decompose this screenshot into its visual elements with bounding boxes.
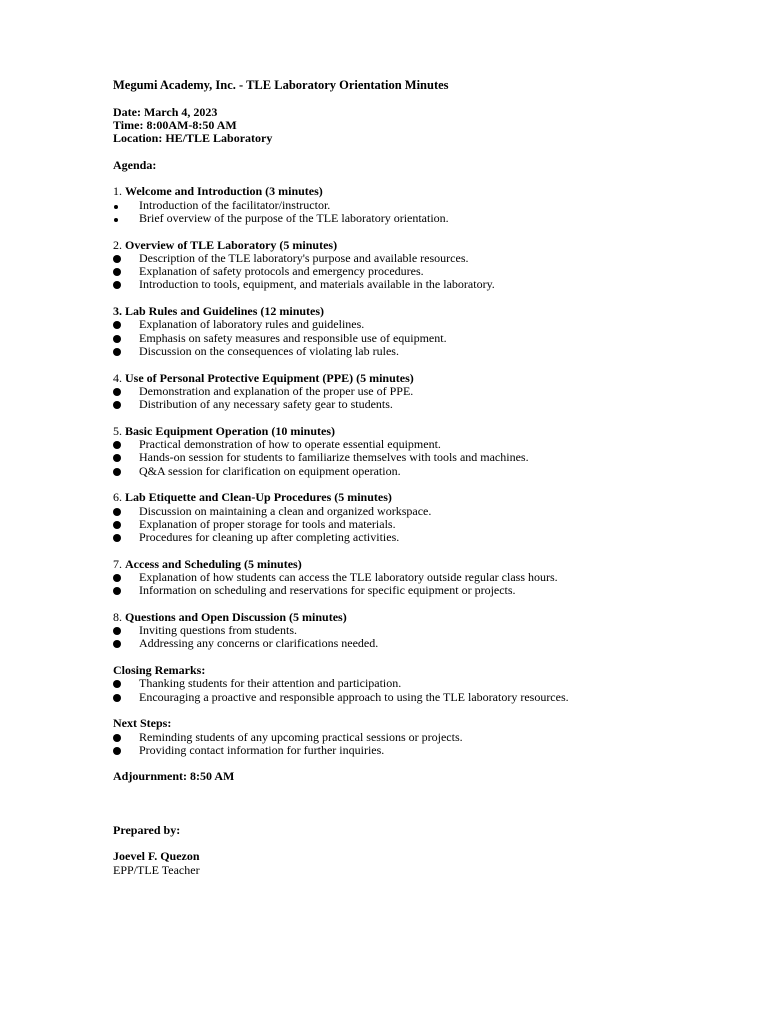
list-item	[113, 318, 733, 331]
adjournment: Adjournment: 8:50 AM	[113, 769, 235, 784]
prepared-by-label: Prepared by:	[113, 822, 181, 837]
spacer	[113, 92, 733, 105]
minutes-document	[113, 79, 733, 877]
list-item	[113, 465, 733, 478]
bullet-icon	[113, 587, 121, 595]
agenda-section-heading	[113, 558, 733, 571]
agenda-section-heading	[113, 185, 733, 198]
list-item	[113, 637, 733, 650]
list-item-text: Addressing any concerns or clarifications needed.	[139, 636, 379, 651]
closing-remarks	[113, 664, 733, 717]
agenda-section	[113, 491, 733, 557]
section-title: Lab Rules and Guidelines (12 minutes)	[125, 304, 325, 319]
bullet-icon	[113, 694, 121, 702]
list-item-text: Distribution of any necessary safety gear to students.	[139, 397, 393, 412]
agenda-section	[113, 611, 733, 664]
list-item	[113, 451, 733, 464]
list-item-text: Providing contact information for further inquiries.	[139, 742, 385, 757]
meeting-date: Date: March 4, 2023	[113, 104, 218, 119]
agenda-section	[113, 558, 733, 611]
section-title: Lab Etiquette and Clean-Up Procedures (5 minutes)	[125, 490, 392, 505]
list-item-text: Thanking students for their attention and participation.	[139, 676, 402, 691]
bullet-icon	[113, 268, 121, 276]
list-item	[113, 252, 733, 265]
agenda-section-heading	[113, 372, 733, 385]
bullet-icon	[113, 441, 121, 449]
list-item	[113, 199, 733, 212]
list-item-text: Discussion on the consequences of violating lab rules.	[139, 343, 399, 358]
section-number: 1.	[113, 184, 125, 199]
spacer	[113, 704, 733, 717]
meeting-location: Location: HE/TLE Laboratory	[113, 131, 273, 146]
bullet-icon	[113, 281, 121, 289]
list-item	[113, 691, 733, 704]
list-item-text: Explanation of how students can access the TLE laboratory outside regular class hours.	[139, 569, 558, 584]
bullet-icon	[113, 454, 121, 462]
bullet-icon	[113, 747, 121, 755]
bullet-icon	[113, 640, 121, 648]
agenda-section-heading	[113, 239, 733, 252]
list-item-text: Discussion on maintaining a clean and organized workspace.	[139, 503, 432, 518]
section-number: 6.	[113, 490, 125, 505]
agenda-section	[113, 185, 733, 238]
bullet-icon	[113, 255, 121, 263]
agenda-section-heading	[113, 305, 733, 318]
bullet-icon	[113, 321, 121, 329]
agenda-section-heading	[113, 491, 733, 504]
bullet-icon	[114, 218, 118, 222]
list-item-text: Explanation of laboratory rules and guidelines.	[139, 317, 365, 332]
list-item-text: Procedures for cleaning up after completing activities.	[139, 530, 400, 545]
spacer	[113, 225, 733, 238]
closing-heading: Closing Remarks:	[113, 663, 206, 678]
list-item-text: Demonstration and explanation of the proper use of PPE.	[139, 383, 414, 398]
spacer	[113, 145, 733, 158]
meeting-time: Time: 8:00AM-8:50 AM	[113, 117, 237, 132]
section-number: 7.	[113, 556, 125, 571]
next-steps-heading: Next Steps:	[113, 716, 172, 731]
section-title: Basic Equipment Operation (10 minutes)	[125, 423, 336, 438]
section-title: Questions and Open Discussion (5 minutes)	[125, 609, 347, 624]
spacer	[113, 757, 733, 770]
list-item	[113, 385, 733, 398]
list-item-text: Encouraging a proactive and responsible approach to using the TLE laboratory resources.	[139, 689, 569, 704]
list-item	[113, 571, 733, 584]
bullet-icon	[114, 205, 118, 209]
bullet-icon	[113, 734, 121, 742]
bullet-icon	[113, 627, 121, 635]
spacer	[113, 358, 733, 371]
bullet-icon	[113, 388, 121, 396]
agenda-sections	[113, 185, 733, 664]
spacer	[113, 651, 733, 664]
spacer	[113, 544, 733, 557]
list-item	[113, 624, 733, 637]
bullet-icon	[113, 574, 121, 582]
spacer	[113, 411, 733, 424]
list-item-text: Reminding students of any upcoming practical sessions or projects.	[139, 729, 463, 744]
list-item	[113, 677, 733, 690]
preparer-name: Joevel F. Quezon	[113, 849, 200, 864]
list-item-text: Introduction to tools, equipment, and materials available in the laboratory.	[139, 277, 495, 292]
agenda-heading: Agenda:	[113, 157, 157, 172]
spacer	[113, 478, 733, 491]
list-item-text: Hands-on session for students to familiarize themselves with tools and machines.	[139, 450, 529, 465]
bullet-icon	[113, 335, 121, 343]
bullet-icon	[113, 521, 121, 529]
list-item	[113, 518, 733, 531]
spacer	[113, 172, 733, 185]
agenda-section-heading	[113, 611, 733, 624]
list-item	[113, 265, 733, 278]
list-item	[113, 212, 733, 225]
bullet-icon	[113, 401, 121, 409]
list-item	[113, 278, 733, 291]
preparer-role: EPP/TLE Teacher	[113, 862, 200, 877]
bullet-icon	[113, 468, 121, 476]
bullet-icon	[113, 508, 121, 516]
agenda-section-heading	[113, 425, 733, 438]
spacer	[113, 598, 733, 611]
list-item	[113, 332, 733, 345]
list-item	[113, 345, 733, 358]
section-number: 8.	[113, 609, 125, 624]
spacer	[113, 292, 733, 305]
list-item-text: Introduction of the facilitator/instructor.	[139, 197, 331, 212]
bullet-icon	[113, 534, 121, 542]
list-item-text: Inviting questions from students.	[139, 623, 297, 638]
next-steps	[113, 717, 733, 770]
section-number: 2.	[113, 237, 125, 252]
list-item	[113, 398, 733, 411]
section-number: 4.	[113, 370, 125, 385]
list-item	[113, 531, 733, 544]
bullet-icon	[113, 348, 121, 356]
list-item-text: Information on scheduling and reservations for specific equipment or projects.	[139, 583, 516, 598]
list-item-text: Practical demonstration of how to operate essential equipment.	[139, 437, 441, 452]
list-item-text: Explanation of proper storage for tools and materials.	[139, 516, 396, 531]
list-item-text: Emphasis on safety measures and responsible use of equipment.	[139, 330, 447, 345]
section-number: 5.	[113, 423, 125, 438]
section-title: Use of Personal Protective Equipment (PPE) (5 minutes)	[125, 370, 414, 385]
spacer	[113, 784, 733, 824]
document-title: Megumi Academy, Inc. - TLE Laboratory Orientation Minutes	[113, 78, 449, 92]
list-item	[113, 731, 733, 744]
bullet-icon	[113, 680, 121, 688]
section-title: Access and Scheduling (5 minutes)	[125, 556, 302, 571]
spacer	[113, 837, 733, 850]
agenda-section	[113, 425, 733, 491]
section-title: Overview of TLE Laboratory (5 minutes)	[125, 237, 338, 252]
list-item-text: Description of the TLE laboratory's purpose and available resources.	[139, 250, 469, 265]
agenda-section	[113, 239, 733, 305]
section-title: Welcome and Introduction (3 minutes)	[125, 184, 323, 199]
list-item	[113, 584, 733, 597]
list-item-text: Q&A session for clarification on equipment operation.	[139, 463, 401, 478]
agenda-section	[113, 372, 733, 425]
section-number: 3.	[113, 304, 125, 319]
list-item-text: Explanation of safety protocols and emergency procedures.	[139, 264, 424, 279]
list-item-text: Brief overview of the purpose of the TLE laboratory orientation.	[139, 210, 449, 225]
list-item	[113, 744, 733, 757]
agenda-section	[113, 305, 733, 371]
list-item	[113, 505, 733, 518]
list-item	[113, 438, 733, 451]
